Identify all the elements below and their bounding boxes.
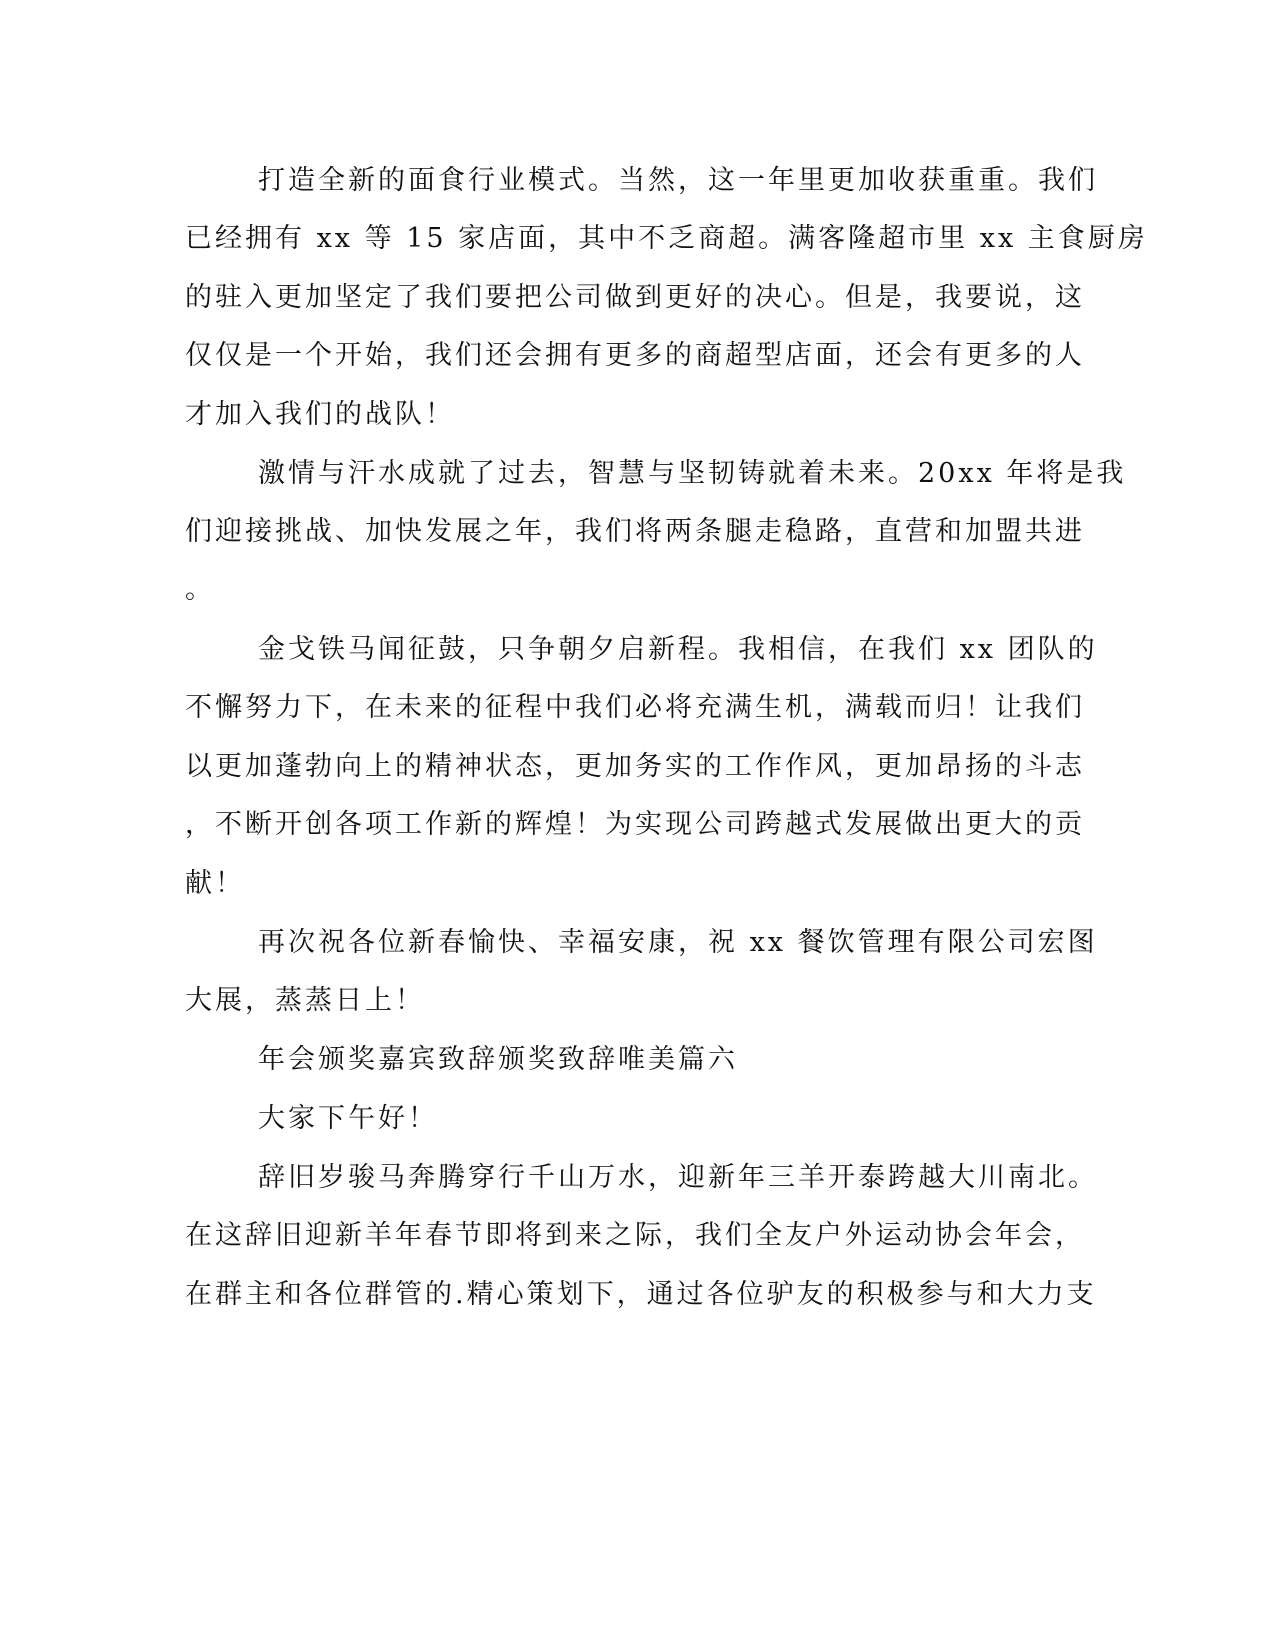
paragraph-3-line-1: 金戈铁马闻征鼓，只争朝夕启新程。我相信，在我们 xx 团队的 — [258, 634, 1098, 665]
paragraph-1-line-4: 仅仅是一个开始，我们还会拥有更多的商超型店面，还会有更多的人 — [185, 340, 1085, 371]
paragraph-5-line-1: 辞旧岁骏马奔腾穿行千山万水，迎新年三羊开泰跨越大川南北。 — [258, 1162, 1098, 1193]
paragraph-1-line-1: 打造全新的面食行业模式。当然，这一年里更加收获重重。我们 — [258, 165, 1098, 196]
paragraph-4-line-1: 再次祝各位新春愉快、幸福安康，祝 xx 餐饮管理有限公司宏图 — [258, 927, 1098, 958]
section-heading: 年会颁奖嘉宾致辞颁奖致辞唯美篇六 — [258, 1044, 738, 1075]
paragraph-1-line-3: 的驻入更加坚定了我们要把公司做到更好的决心。但是，我要说，这 — [185, 282, 1085, 313]
paragraph-2-line-3: 。 — [185, 574, 215, 605]
paragraph-1-line-5: 才加入我们的战队！ — [185, 399, 455, 430]
paragraph-3-line-4: ，不断开创各项工作新的辉煌！为实现公司跨越式发展做出更大的贡 — [185, 809, 1085, 840]
greeting-line: 大家下午好！ — [258, 1103, 438, 1134]
paragraph-2-line-1: 激情与汗水成就了过去，智慧与坚韧铸就着未来。20xx 年将是我 — [258, 458, 1127, 489]
paragraph-5-line-3: 在群主和各位群管的.精心策划下，通过各位驴友的积极参与和大力支 — [185, 1279, 1097, 1310]
paragraph-3-line-5: 献！ — [185, 868, 245, 899]
paragraph-1-line-2: 已经拥有 xx 等 15 家店面，其中不乏商超。满客隆超市里 xx 主食厨房 — [185, 223, 1148, 254]
paragraph-2-line-2: 们迎接挑战、加快发展之年，我们将两条腿走稳路，直营和加盟共进 — [185, 516, 1085, 547]
paragraph-5-line-2: 在这辞旧迎新羊年春节即将到来之际，我们全友户外运动协会年会， — [185, 1220, 1085, 1251]
paragraph-3-line-3: 以更加蓬勃向上的精神状态，更加务实的工作作风，更加昂扬的斗志 — [185, 751, 1085, 782]
paragraph-3-line-2: 不懈努力下，在未来的征程中我们必将充满生机，满载而归！让我们 — [185, 692, 1085, 723]
paragraph-4-line-2: 大展，蒸蒸日上！ — [185, 985, 425, 1016]
